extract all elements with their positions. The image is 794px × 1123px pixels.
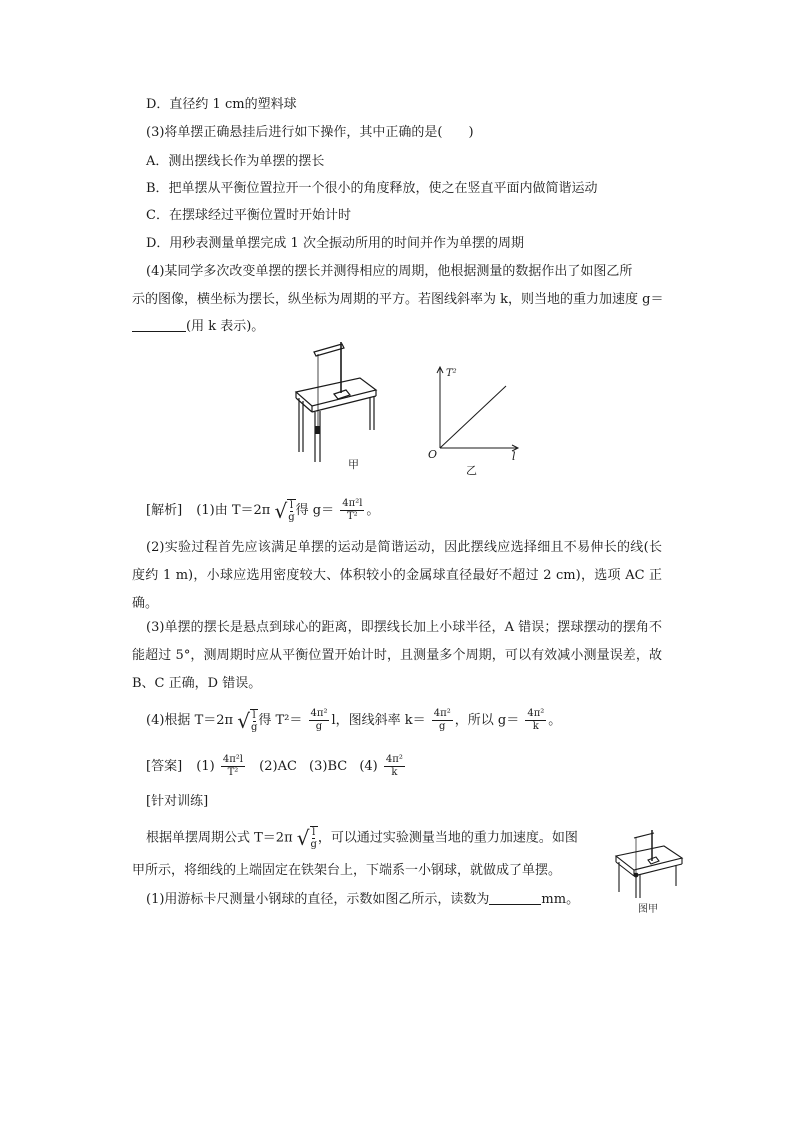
sqrt-l-over-g: √ l g <box>296 826 317 850</box>
figure-right-caption: 图甲 <box>638 904 658 915</box>
analysis-1-eq: T＝2π <box>231 503 271 518</box>
analysis-1-head: (1)由 <box>196 503 232 518</box>
question-4-line-3-text: (用 k 表示)。 <box>186 319 265 334</box>
question-3-option-d: D．用秒表测量单摆完成 1 次全振动所用的时间并作为单摆的周期 <box>146 236 524 251</box>
question-4-line-2: 示的图像，横坐标为摆长，纵坐标为周期的平方。若图线斜率为 k，则当地的重力加速度 g＝ <box>132 292 664 307</box>
option-d-plastic-ball: D．直径约 1 cm的塑料球 <box>146 97 297 112</box>
figure-yi-origin-label: O <box>428 448 438 461</box>
frac-4pi2-over-k: $\frac{\text{4π²}}{k}$ <box>527 708 545 732</box>
figure-yi-x-axis-label: l <box>512 450 516 463</box>
question-3-option-a: A．测出摆线长作为单摆的摆长 <box>146 154 325 169</box>
analysis-part-1: [解析] (1)由 T＝2π √ l g 得 g＝ $\frac{\text{4π²l}}{\text{T²}}$ 。 <box>146 498 380 523</box>
analysis-part-2: (2)实验过程首先应该满足单摆的运动是简谐运动，因此摆线应选择细且不易伸长的线(长度约 1 m)，小球应选用密度较大、体积较小的金属球直径最好不超过 2 cm)，选项 AC 正确。 <box>132 540 662 611</box>
practice-line-2: 甲所示，将细线的上端固定在铁架台上，下端系一小钢球，就做成了单摆。 <box>132 863 562 878</box>
figure-right-pendulum <box>612 828 688 916</box>
practice-line-3: (1)用游标卡尺测量小钢球的直径，示数如图乙所示，读数为 mm。 <box>146 892 580 907</box>
frac-4pi2-over-g: $\frac{\text{4π²}}{g}$ <box>310 708 328 732</box>
sqrt-l-over-g: √ l g <box>274 498 295 523</box>
sqrt-l-over-g: √ l g <box>237 708 258 733</box>
question-4-line-1: (4)某同学多次改变单摆的摆长并测得相应的周期，他根据测量的数据作出了如图乙所 <box>146 264 633 279</box>
frac-4pi2l-over-T2: $\frac{\text{4π²l}}{\text{T²}}$ <box>222 754 244 778</box>
analysis-tag: [解析] <box>146 503 183 518</box>
frac-4pi2-over-k: $\frac{\text{4π²}}{k}$ <box>385 754 403 778</box>
answer-blank <box>132 319 186 332</box>
analysis-part-4: (4)根据 T＝2π √ l g 得 T²＝ $\frac{\text{4π²}}{g}$ l，图线斜率 k＝ $\frac{\text{4π²}}{g}$ ，所以 g＝ $\frac{\text{4π²}}{k}$ 。 <box>146 708 562 733</box>
frac-4pi2l-over-T2: $\frac{\text{4π²l}}{\text{T²}}$ <box>342 498 363 522</box>
frac-4pi2-over-g: $\frac{\text{4π²}}{g}$ <box>433 708 451 732</box>
question-4-line-3 <box>132 318 264 336</box>
figure-yi-y-axis-label: T² <box>446 368 457 379</box>
answer-blank <box>489 892 541 905</box>
question-3-option-b: B．把单摆从平衡位置拉开一个很小的角度释放，使之在竖直平面内做简谐运动 <box>146 181 598 196</box>
practice-line-1: 根据单摆周期公式 T＝2π √ l g ，可以通过实验测量当地的重力加速度。如图 <box>146 826 578 850</box>
figure-jia-pendulum <box>290 340 380 470</box>
analysis-1-mid: 得 g＝ <box>295 503 335 518</box>
analysis-part-3: (3)单摆的摆长是悬点到球心的距离，即摆线长加上小球半径，A 错误；摆球摆动的摆角不能超过 5°，测周期时应从平衡位置开始计时，且测量多个周期，可以有效减小测量误差，故 B、C 正确，D 错误。 <box>132 620 662 691</box>
question-3-stem: (3)将单摆正确悬挂后进行如下操作，其中正确的是( ) <box>146 125 474 140</box>
answer-tag: [答案] <box>146 759 183 774</box>
figure-jia-caption: 甲 <box>348 458 359 470</box>
figure-yi-graph <box>426 362 526 478</box>
figure-yi-caption: 乙 <box>466 464 477 477</box>
question-3-option-c: C．在摆球经过平衡位置时开始计时 <box>146 208 351 223</box>
practice-tag: [针对训练] <box>146 794 209 809</box>
answer-line: [答案] (1) $\frac{\text{4π²l}}{\text{T²}}$ (2)AC (3)BC (4) $\frac{\text{4π²}}{k}$ <box>146 754 403 778</box>
